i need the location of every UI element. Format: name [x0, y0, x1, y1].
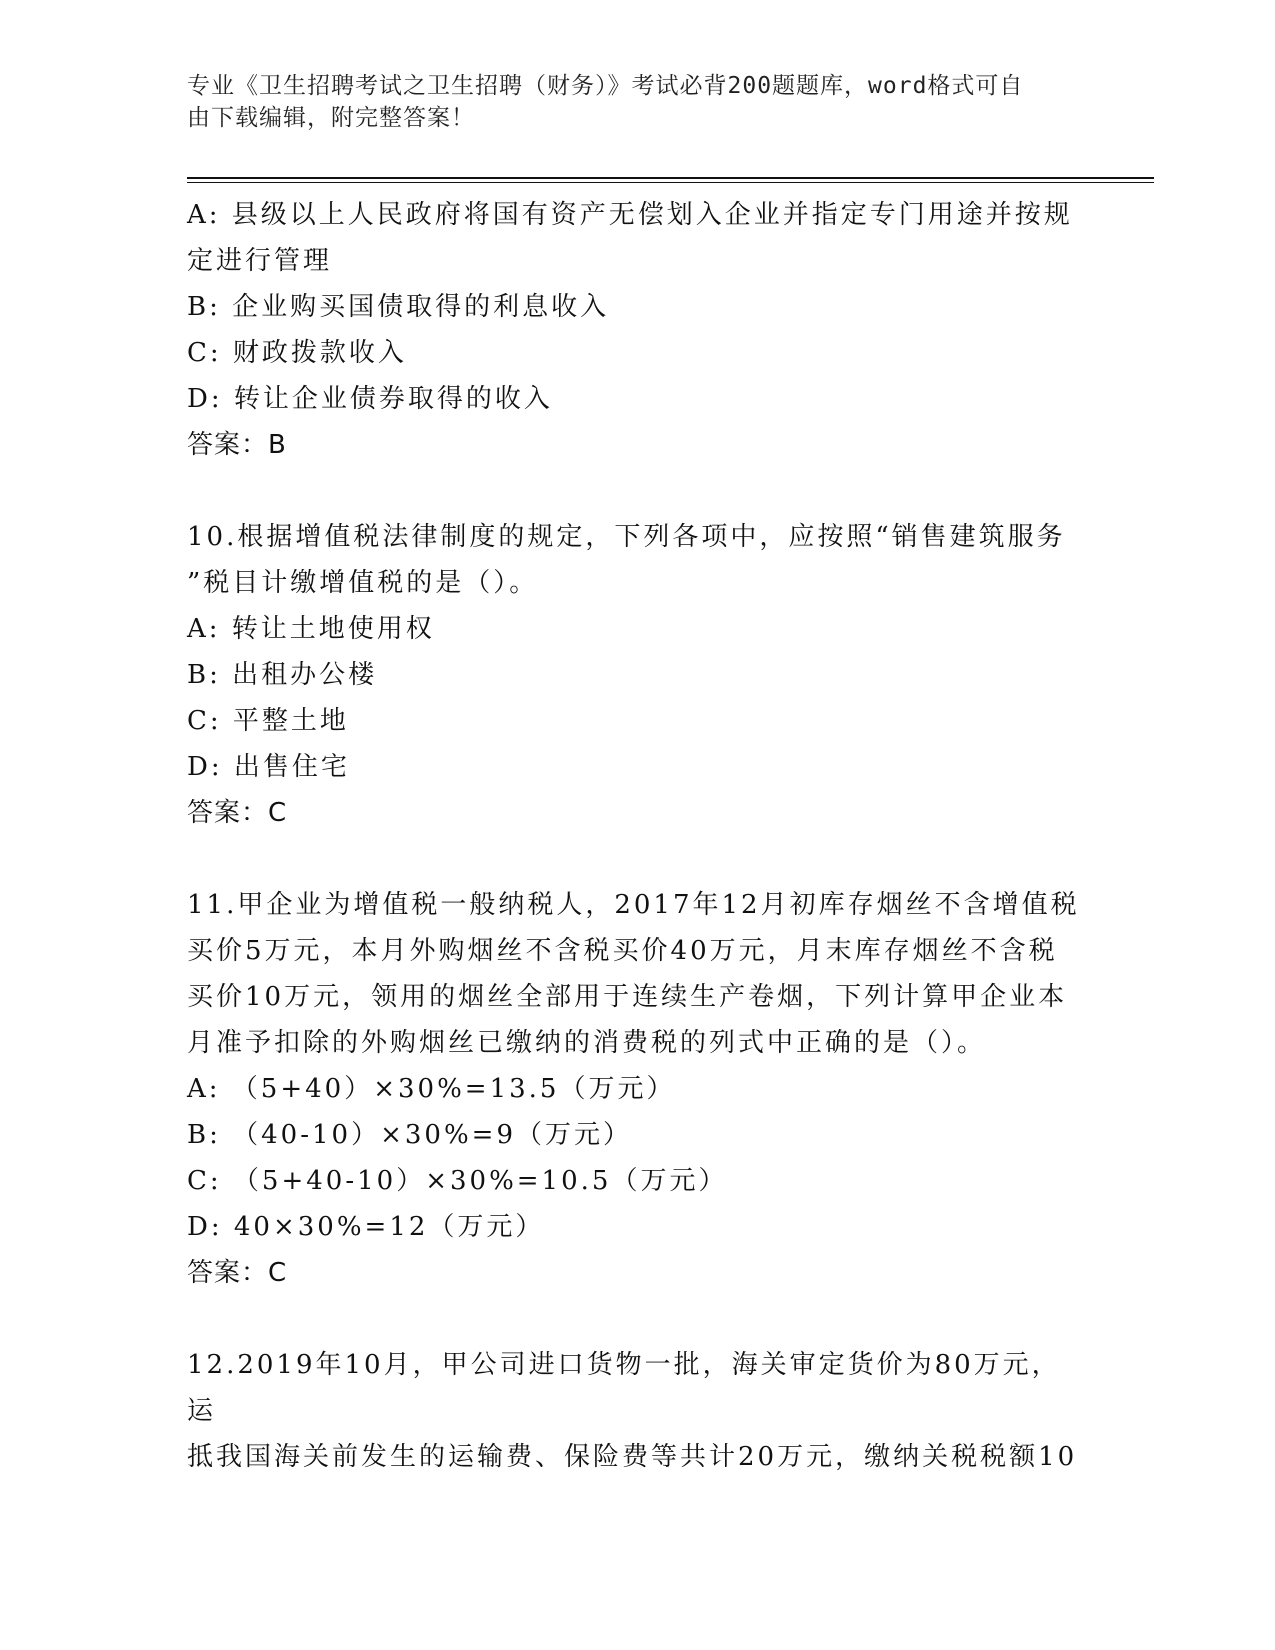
option-b: B: 企业购买国债取得的利息收入: [187, 292, 610, 322]
question-9-block: [187, 192, 1087, 468]
option-d: D: 转让企业债券取得的收入: [187, 384, 553, 414]
header-line: 专业《卫生招聘考试之卫生招聘（财务）》考试必背200题题库，word格式可自: [187, 73, 1024, 99]
question-11-block: [187, 882, 1087, 1296]
question-stem: ”税目计缴增值税的是（）。: [187, 568, 539, 598]
header-line: 由下载编辑，附完整答案！: [187, 105, 475, 131]
option-c: C: 平整土地: [187, 706, 349, 736]
answer-line: 答案：C: [187, 798, 288, 828]
spacer: [187, 468, 1087, 514]
option-c: C: 财政拨款收入: [187, 338, 407, 368]
answer-line: 答案：B: [187, 430, 287, 460]
question-stem: 11.甲企业为增值税一般纳税人，2017年12月初库存烟丝不含增值税: [187, 890, 1080, 920]
question-stem: 买价5万元，本月外购烟丝不含税买价40万元，月末库存烟丝不含税: [187, 936, 1058, 966]
spacer: [187, 836, 1087, 882]
document-header: [187, 70, 1067, 134]
question-stem: 月准予扣除的外购烟丝已缴纳的消费税的列式中正确的是（）。: [187, 1028, 987, 1058]
option-a: A: 转让土地使用权: [187, 614, 435, 644]
header-divider-thick: [187, 177, 1154, 179]
question-stem: 买价10万元，领用的烟丝全部用于连续生产卷烟，下列计算甲企业本: [187, 982, 1068, 1012]
spacer: [187, 1296, 1087, 1342]
answer-line: 答案：C: [187, 1258, 288, 1288]
question-content: [187, 192, 1087, 1480]
question-12-block: [187, 1342, 1087, 1480]
question-10-block: [187, 514, 1087, 836]
option-b: B: 出租办公楼: [187, 660, 378, 690]
option-a-continued: 定进行管理: [187, 246, 333, 276]
option-d: D: 40×30%=12（万元）: [187, 1212, 545, 1242]
option-b: B: （40-10）×30%=9（万元）: [187, 1120, 632, 1150]
question-stem: 抵我国海关前发生的运输费、保险费等共计20万元，缴纳关税税额10: [187, 1442, 1078, 1472]
question-stem: 12.2019年10月，甲公司进口货物一批，海关审定货价为80万元，运: [187, 1350, 1061, 1426]
option-a: A: （5+40）×30%=13.5（万元）: [187, 1074, 676, 1104]
question-stem: 10.根据增值税法律制度的规定，下列各项中，应按照“销售建筑服务: [187, 522, 1066, 552]
option-d: D: 出售住宅: [187, 752, 350, 782]
option-c: C: （5+40-10）×30%=10.5（万元）: [187, 1166, 728, 1196]
header-divider-thin: [187, 182, 1154, 183]
option-a: A: 县级以上人民政府将国有资产无偿划入企业并指定专门用途并按规: [187, 200, 1073, 230]
